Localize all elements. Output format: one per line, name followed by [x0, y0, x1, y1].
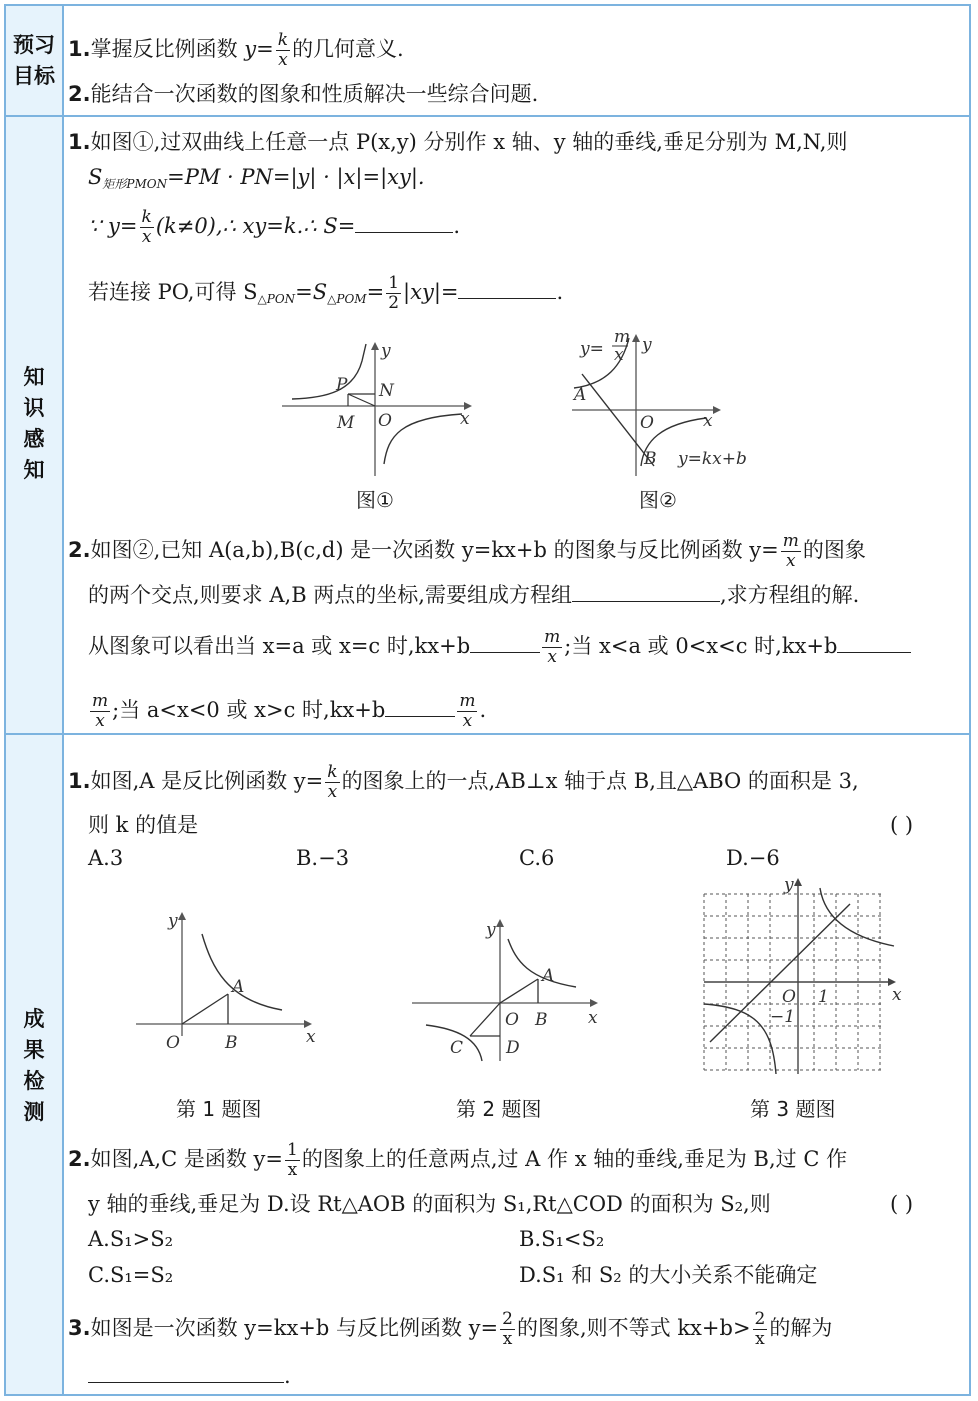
- text: ,求方程组的解.: [719, 583, 860, 607]
- label-x: x: [306, 1027, 316, 1047]
- label-B: B: [644, 449, 657, 469]
- label-P: P: [336, 375, 348, 395]
- y-axis-arrow: [178, 912, 186, 920]
- answer-parentheses[interactable]: ( ): [890, 1192, 914, 1216]
- label-B: B: [535, 1010, 548, 1030]
- hyperbola-branch: [292, 344, 366, 399]
- x-axis-arrow: [713, 406, 721, 414]
- label-B: B: [225, 1033, 238, 1053]
- label-x: x: [703, 411, 713, 431]
- text: S: [88, 165, 103, 189]
- label-1: 1: [818, 987, 829, 1007]
- option-b[interactable]: B.−3: [296, 846, 350, 870]
- question-1-line-1: [68, 763, 859, 802]
- test-figure-3: [704, 874, 914, 1079]
- segment-oa: [182, 994, 228, 1024]
- label-M: M: [337, 413, 355, 433]
- x-axis-arrow: [590, 999, 598, 1007]
- text: 如图,A,C 是函数 y=: [90, 1147, 283, 1171]
- fraction: $\frac{k}{x}$: [327, 762, 338, 802]
- section-label-preview: 预习 目标: [13, 33, 55, 88]
- option-a[interactable]: A.3: [88, 846, 124, 870]
- section-label-knowledge: [6, 362, 62, 486]
- row-divider: [6, 115, 969, 117]
- worksheet-table: [4, 4, 971, 1396]
- knowledge-1-line-2: [88, 163, 425, 198]
- answer-blank[interactable]: [458, 278, 556, 299]
- item-number: 2.: [68, 1147, 91, 1171]
- label-curve: y=: [580, 339, 604, 359]
- segment-oc: [470, 1003, 500, 1036]
- answer-blank[interactable]: [572, 581, 720, 602]
- label-C: C: [450, 1038, 464, 1058]
- question-1-line-2: 则 k 的值是: [88, 813, 199, 837]
- y-axis-arrow: [794, 878, 802, 886]
- row-divider: [6, 733, 969, 735]
- fraction: $\frac{k}{x}$: [141, 207, 152, 247]
- label-y: y: [168, 911, 178, 931]
- text: 如图,A 是反比例函数 y=: [90, 769, 324, 793]
- label-y: y: [381, 341, 391, 361]
- test-figure-1-caption: 第 1 题图: [176, 1097, 262, 1121]
- label-y: y: [642, 335, 652, 355]
- text: 若连接 PO,可得 S: [88, 280, 258, 304]
- section-label-test: [6, 1004, 62, 1128]
- label-O: O: [378, 411, 392, 431]
- answer-blank[interactable]: [837, 632, 911, 653]
- goal-number: 2.: [68, 82, 91, 106]
- fraction: $\frac{2}{x}$: [754, 1309, 766, 1349]
- goal-text: 的几何意义.: [292, 37, 404, 61]
- question-2-line-2: y 轴的垂线,垂足为 D.设 Rt△AOB 的面积为 S₁,Rt△COD 的面积为 S₂,则: [88, 1192, 771, 1216]
- text: ;当 x<a 或 0<x<c 时,kx+b: [564, 634, 838, 658]
- section-label-text: 成果检测: [23, 1007, 45, 1124]
- text: =PM · PN=|y| · |x|=|xy|.: [167, 165, 425, 189]
- fraction: $\frac{2}{x}$: [502, 1309, 513, 1349]
- text: .: [479, 698, 487, 722]
- text: 从图象可以看出当 x=a 或 x=c 时,kx+b: [88, 634, 471, 658]
- label-neg-1: −1: [770, 1007, 796, 1027]
- text: 如图①,过双曲线上任意一点 P(x,y) 分别作 x 轴、y 轴的垂线,垂足分别为 M,N,则: [90, 130, 848, 154]
- fraction: $\frac{1}{x}$: [287, 1140, 298, 1180]
- knowledge-1-line-1: [68, 128, 847, 156]
- figure-2-caption: 图②: [639, 488, 677, 512]
- label-x: x: [460, 409, 470, 429]
- item-number: 2.: [68, 538, 91, 562]
- text: .: [284, 1364, 291, 1388]
- option-c[interactable]: C.S₁=S₂: [88, 1263, 174, 1287]
- segment-oa: [500, 979, 538, 1003]
- option-d[interactable]: D.S₁ 和 S₂ 的大小关系不能确定: [519, 1263, 818, 1287]
- item-number: 3.: [68, 1316, 91, 1340]
- text: =: [366, 280, 385, 304]
- item-number: 1.: [68, 769, 91, 793]
- option-b[interactable]: B.S₁<S₂: [519, 1227, 605, 1251]
- label-x: x: [588, 1008, 598, 1028]
- knowledge-2-line-2: [88, 581, 859, 609]
- fraction: $\frac{m}{x}$: [544, 627, 561, 667]
- y-axis-arrow: [371, 342, 379, 350]
- fraction: $\frac{m}{x}$: [92, 691, 109, 731]
- label-O: O: [640, 413, 654, 433]
- subscript: △POM: [327, 292, 367, 306]
- label-A: A: [574, 385, 587, 405]
- text: ∵ y=: [88, 214, 138, 238]
- text: ;当 a<x<0 或 x>c 时,kx+b: [112, 698, 386, 722]
- label-line: y=kx+b: [678, 449, 747, 469]
- test-figure-1: [132, 906, 332, 1056]
- label-A: A: [542, 966, 555, 986]
- label-x: x: [892, 985, 902, 1005]
- option-c[interactable]: C.6: [519, 846, 555, 870]
- y-axis-arrow: [496, 919, 504, 927]
- figure-1-caption: 图①: [356, 488, 394, 512]
- subscript: 矩形PMON: [102, 177, 168, 191]
- label-y: y: [486, 920, 496, 940]
- text: 的图象上的一点,AB⊥x 轴于点 B,且△ABO 的面积是 3,: [341, 769, 859, 793]
- answer-parentheses[interactable]: ( ): [890, 813, 914, 837]
- text: 的两个交点,则要求 A,B 两点的坐标,需要组成方程组: [88, 583, 572, 607]
- label-y: y: [784, 875, 794, 895]
- text: |xy|=: [403, 280, 459, 304]
- section-label-text: 知识感知: [23, 365, 45, 482]
- label-curve-den: x: [614, 345, 624, 365]
- answer-blank[interactable]: [355, 212, 453, 233]
- knowledge-2-line-3: [88, 628, 911, 667]
- label-O: O: [166, 1033, 180, 1053]
- text: (k≠0),∴ xy=k.∴ S=: [155, 214, 356, 238]
- label-O: O: [782, 987, 796, 1007]
- goal-number: 1.: [68, 37, 91, 61]
- formula: y=: [244, 37, 274, 61]
- knowledge-2-line-4: [88, 692, 486, 731]
- label-A: A: [232, 977, 245, 997]
- answer-blank[interactable]: [470, 632, 540, 653]
- knowledge-2-line-1: [68, 532, 866, 571]
- label-N: N: [379, 381, 394, 401]
- question-3-line-2: [88, 1362, 291, 1390]
- test-figure-3-caption: 第 3 题图: [750, 1097, 836, 1121]
- figure-1-hyperbola-rectangle: [282, 336, 482, 486]
- label-curve-num: m: [614, 327, 631, 347]
- question-3-line-1: [68, 1310, 832, 1349]
- test-figure-2-caption: 第 2 题图: [456, 1097, 542, 1121]
- figure-2-line-hyperbola: [566, 326, 786, 486]
- fraction: $\frac{1}{2}$: [388, 273, 400, 313]
- text: 的图象上的任意两点,过 A 作 x 轴的垂线,垂足为 B,过 C 作: [301, 1147, 848, 1171]
- goal-2: [68, 80, 538, 108]
- text: 如图是一次函数 y=kx+b 与反比例函数 y=: [90, 1316, 499, 1340]
- question-2-line-1: [68, 1141, 847, 1180]
- hyperbola-branch: [384, 414, 462, 464]
- goal-1: [68, 31, 404, 70]
- goal-text: 掌握反比例函数: [90, 37, 238, 61]
- text: 的解为: [769, 1316, 833, 1340]
- option-a[interactable]: A.S₁>S₂: [88, 1227, 174, 1251]
- fraction: $\frac{m}{x}$: [459, 691, 476, 731]
- text: =S: [295, 280, 328, 304]
- subscript: △PON: [257, 292, 296, 306]
- fraction: $\frac{k}{x}$: [277, 30, 289, 70]
- goal-text: 能结合一次函数的图象和性质解决一些综合问题.: [90, 82, 539, 106]
- hyperbola-branch: [820, 888, 894, 946]
- hyperbola-branch: [704, 1004, 776, 1074]
- text: 的图象: [802, 538, 866, 562]
- label-D: D: [506, 1038, 520, 1058]
- fraction: $\frac{m}{x}$: [782, 531, 799, 571]
- knowledge-1-line-3: ∵ y= $\frac{k}{x}$ (k≠0),∴ xy=k.∴ S= .: [88, 207, 460, 247]
- item-number: 1.: [68, 130, 91, 154]
- y-axis-arrow: [632, 334, 640, 342]
- test-figure-2: [408, 911, 608, 1061]
- segment-po: [348, 394, 375, 406]
- knowledge-1-line-4: 若连接 PO,可得 $S_{\triangle PON}=S_{\triangle POM}=$ $\frac{1}{2}$ |xy|= .: [88, 273, 564, 313]
- label-O: O: [505, 1010, 519, 1030]
- option-d[interactable]: D.−6: [726, 846, 780, 870]
- answer-blank[interactable]: [385, 696, 455, 717]
- hyperbola-branch: [202, 934, 282, 1010]
- text: 如图②,已知 A(a,b),B(c,d) 是一次函数 y=kx+b 的图象与反比例函数 y=: [90, 538, 779, 562]
- answer-blank[interactable]: [88, 1362, 284, 1383]
- text: 的图象,则不等式 kx+b>: [516, 1316, 751, 1340]
